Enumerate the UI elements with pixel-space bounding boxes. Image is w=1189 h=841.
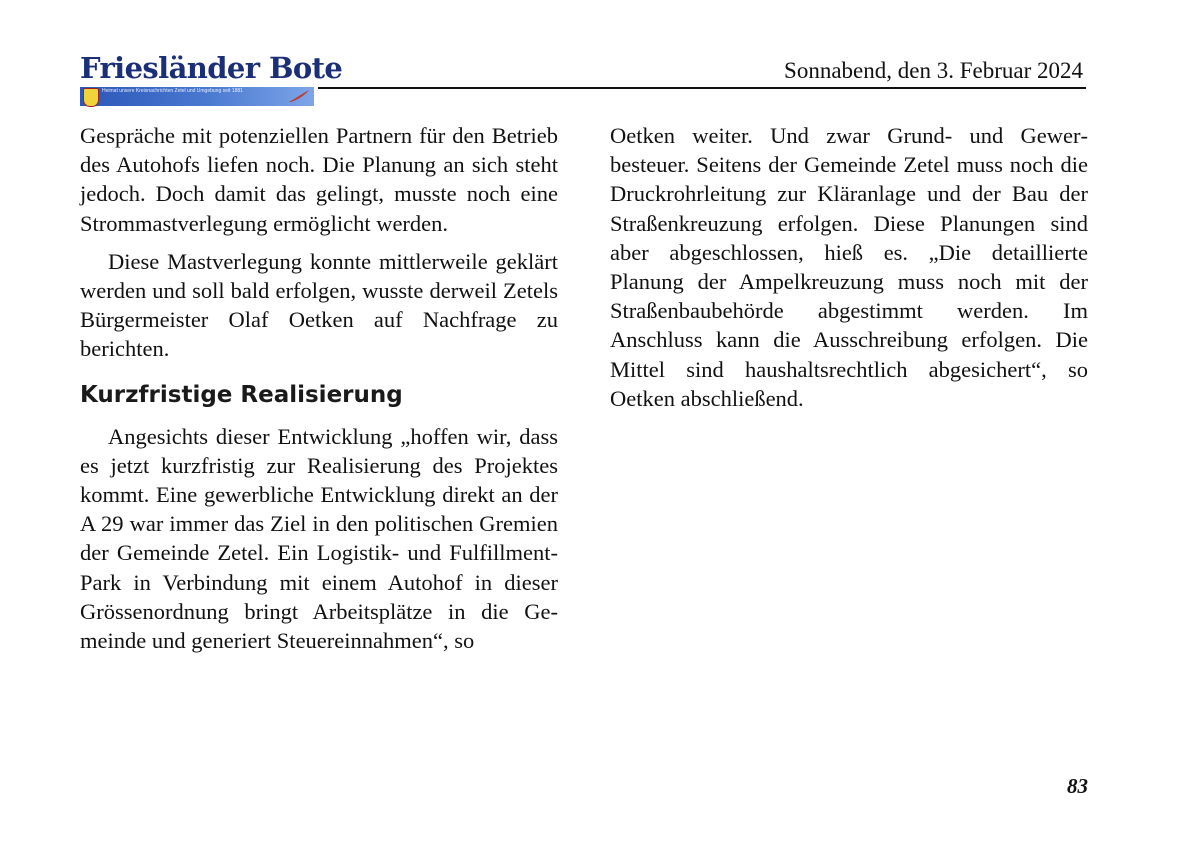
- article-paragraph: Oetken weiter. Und zwar Grund- und Gewerbesteuer. Seitens der Gemeinde Zetel muss noch die Druckrohrleitung zur Kläranlage und der Bau der Straßenkreuzung erfolgen. Diese Planungen sind aber abgeschlossen, hieß es. „Die detaillierte Planung der Ampelkreuzung muss noch mit der Straßenbaubehörde abgestimmt werden. Im Anschluss kann die Ausschreibung erfolgen. Die Mittel sind haushaltsrechtlich abgesichert“, so Oetken abschließend.: [610, 123, 1088, 411]
- article-paragraph: Angesichts dieser Entwicklung „hoffen wir, dass es jetzt kurzfristig zur Realisierung des Projektes kommt. Eine gewerbliche Entwicklung direkt an der A 29 war immer das Ziel in den politischen Gremien der Gemeinde Zetel. Ein Logistik- und Fulfillment-Park in Verbindung mit einem Autohof in dieser Grössenordnung bringt Arbeitsplätze in die Gemeinde und generiert Steuereinnahmen“, so: [80, 423, 558, 654]
- masthead-title: Friesländer Bote: [80, 51, 343, 85]
- crest-icon: [83, 88, 99, 107]
- article-column-left: [80, 121, 558, 655]
- article-column-right: [610, 121, 1088, 413]
- article-subheading: Kurzfristige Realisierung: [80, 381, 403, 408]
- masthead-band: [80, 87, 314, 106]
- masthead-tagline: Heimat unsere Kreisnachrichten Zetel und Umgebung seit 1881: [102, 88, 243, 94]
- masthead-logo: [80, 51, 343, 107]
- issue-date: Sonnabend, den 3. Februar 2024: [784, 58, 1083, 83]
- article-paragraph: Gespräche mit potenziellen Partnern für den Betrieb des Autohofs liefen noch. Die Planung an sich steht jedoch. Doch damit das gelingt, musste noch eine Strommastverlegung ermöglicht werden.: [80, 123, 558, 236]
- page-number: 83: [1067, 774, 1088, 798]
- article-paragraph: Diese Mastverlegung konnte mittlerweile geklärt werden und soll bald erfolgen, wusste derweil Zetels Bürgermeister Olaf Oetken auf Nachfrage zu berichten.: [80, 248, 558, 362]
- quill-icon: [288, 89, 310, 103]
- header-rule: [318, 87, 1086, 89]
